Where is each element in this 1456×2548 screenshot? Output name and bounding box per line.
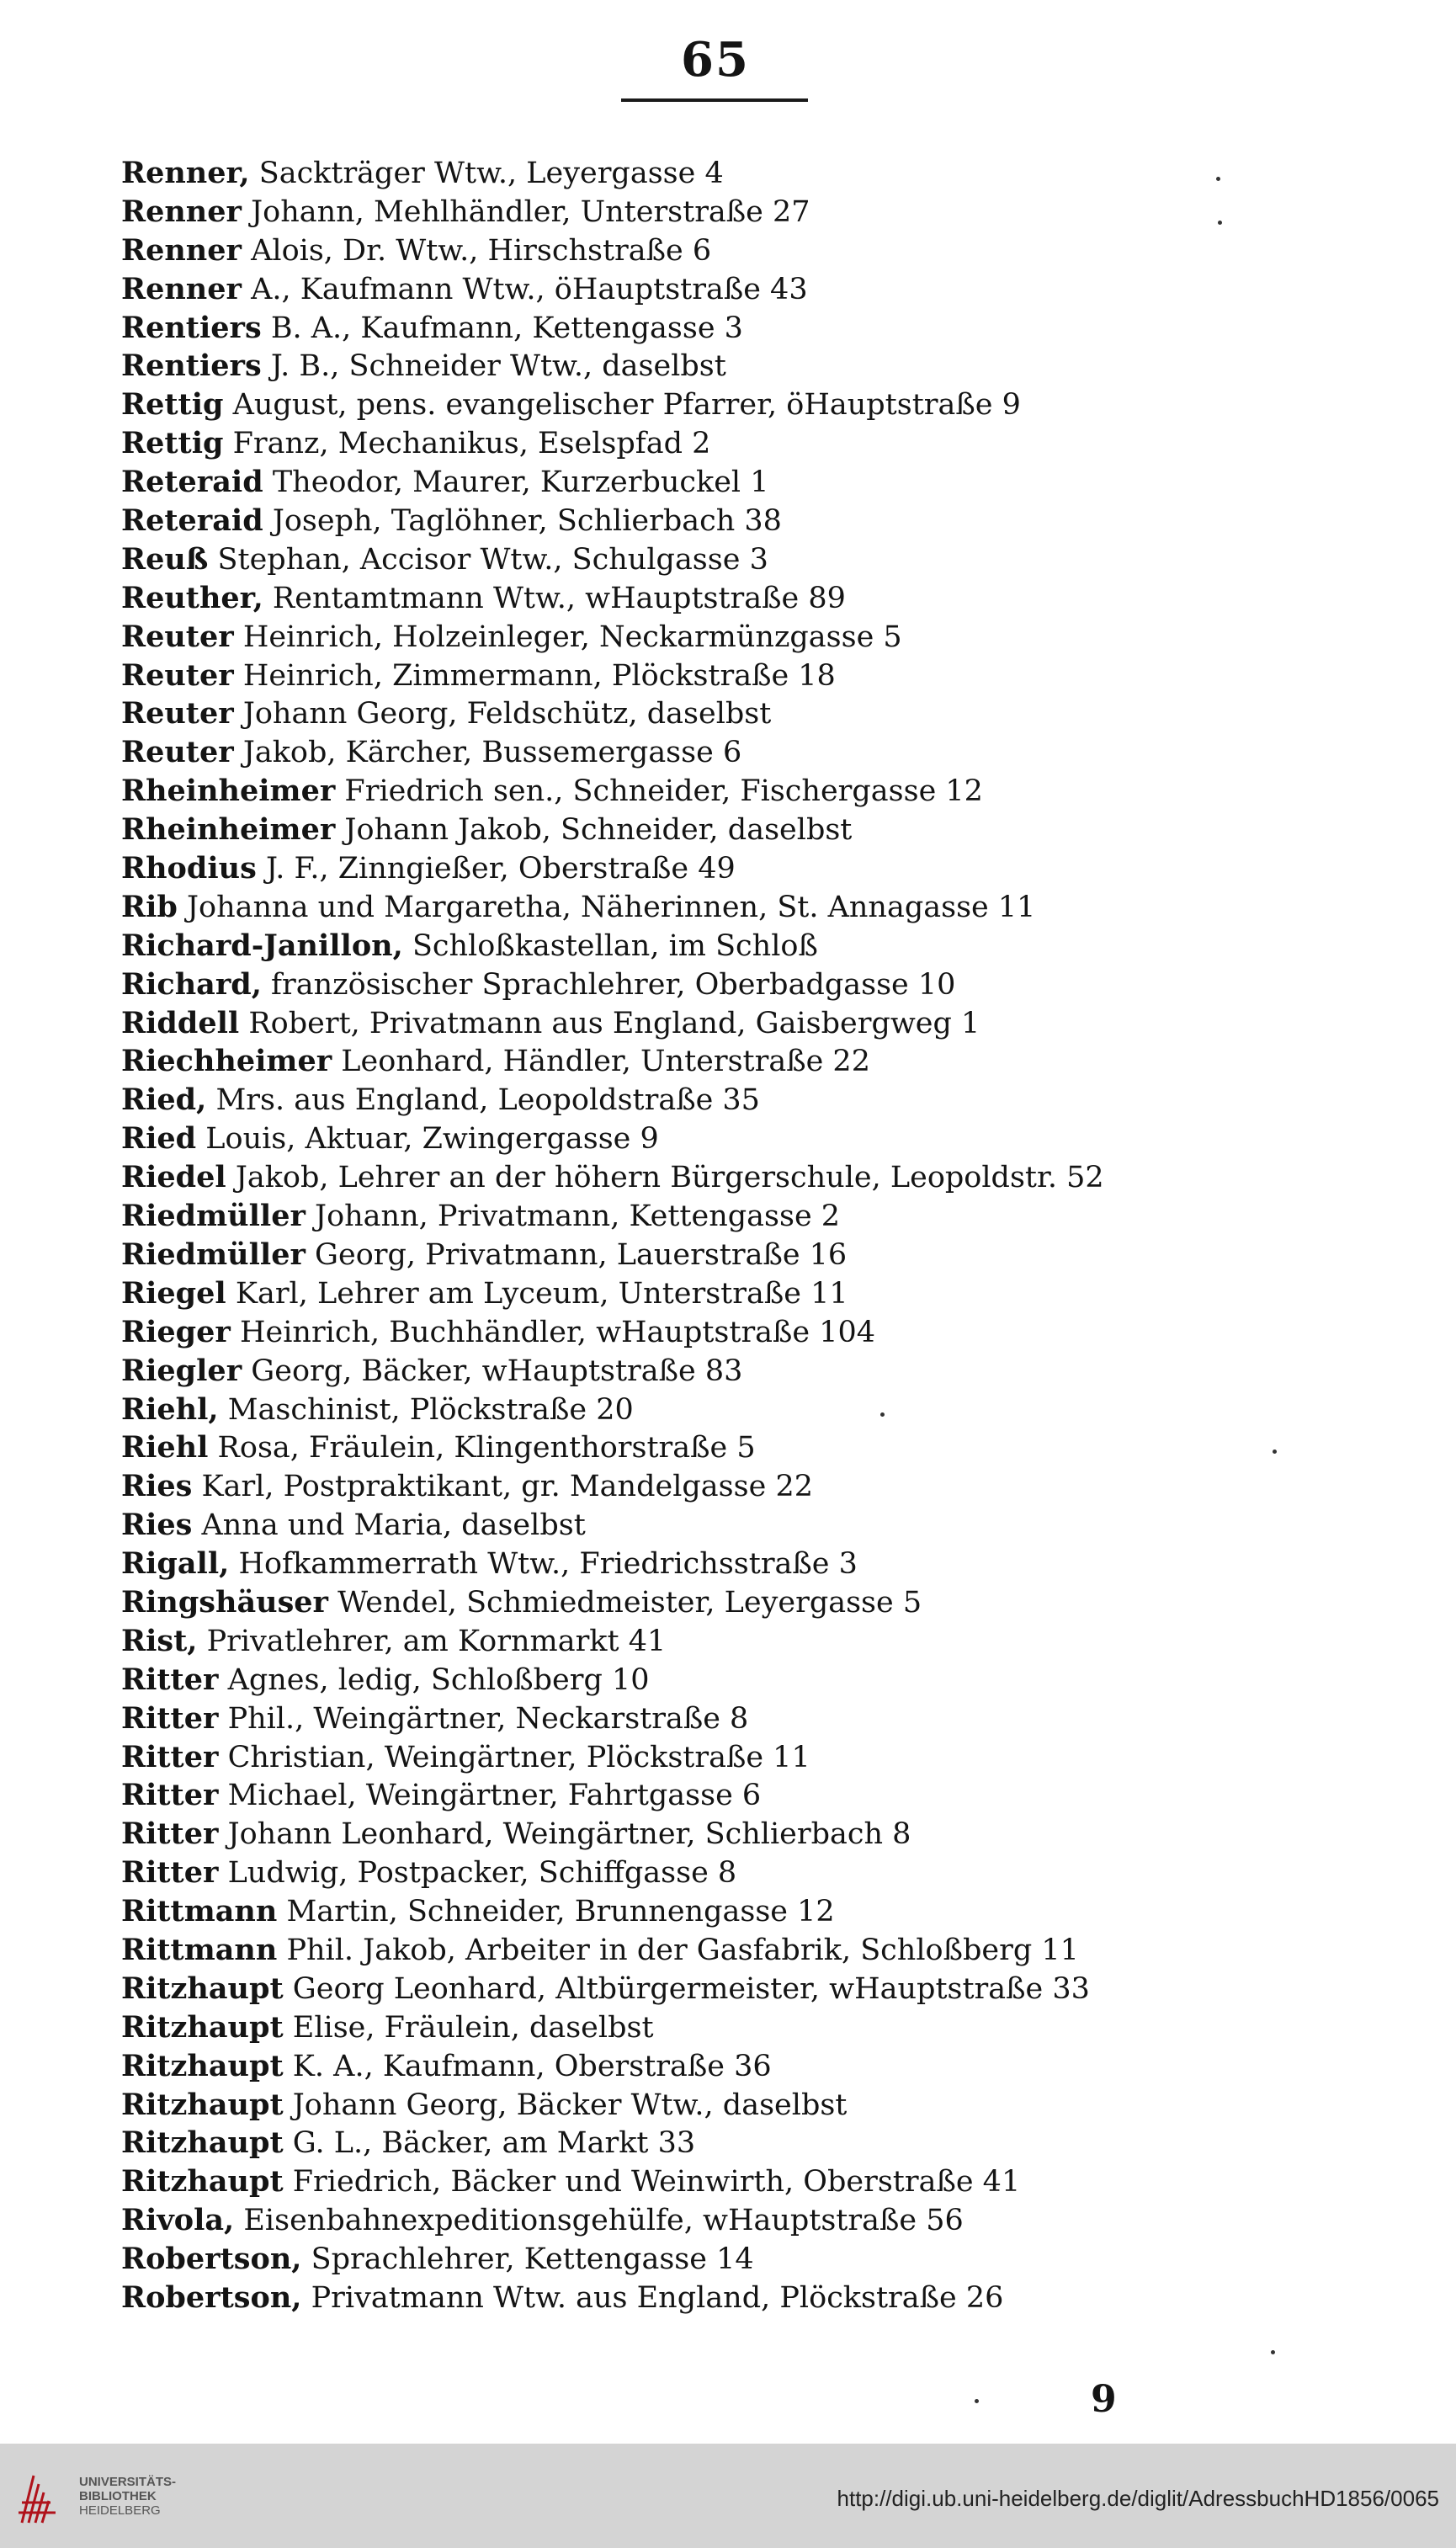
print-speck: [1216, 177, 1220, 181]
document-url-link[interactable]: http://digi.ub.uni-heidelberg.de/diglit/AdressbuchHD1856/0065: [837, 2486, 1439, 2511]
entry-details: Phil., Weingärtner, Neckarstraße 8: [218, 1701, 749, 1736]
entry-details: Johann Jakob, Schneider, daselbst: [335, 813, 853, 848]
entry-details: Eisenbahnexpeditionsgehülfe, wHauptstraße 56: [234, 2204, 964, 2238]
entry-details: Friedrich sen., Schneider, Fischergasse 12: [335, 774, 983, 809]
directory-entry: [121, 1428, 1104, 1467]
entry-details: Johann, Privatmann, Kettengasse 2: [305, 1200, 841, 1234]
entry-details: Hofkammerrath Wtw., Friedrichsstraße 3: [229, 1547, 858, 1582]
directory-entry: [121, 540, 1104, 579]
directory-entry: [121, 657, 1104, 695]
entry-surname: Ritzhaupt: [121, 2048, 284, 2083]
directory-entry: [121, 965, 1104, 1004]
entry-details: J. B., Schneider Wtw., daselbst: [261, 349, 726, 384]
entry-details: Johann, Mehlhändler, Unterstraße 27: [241, 194, 810, 229]
entry-details: Heinrich, Zimmermann, Plöckstraße 18: [233, 658, 836, 693]
directory-entry: [121, 1236, 1104, 1274]
entry-details: Alois, Dr. Wtw., Hirschstraße 6: [241, 233, 712, 268]
directory-entry: [121, 347, 1104, 386]
directory-entry: [121, 1274, 1104, 1313]
entry-details: Friedrich, Bäcker und Weinwirth, Oberstraße 41: [283, 2165, 1021, 2200]
entry-surname: Rib: [121, 889, 178, 924]
entry-surname: Riechheimer: [121, 1044, 332, 1079]
entry-surname: Rittmann: [121, 1932, 278, 1967]
entry-surname: Rheinheimer: [121, 774, 336, 809]
entry-details: Maschinist, Plöckstraße 20: [218, 1392, 634, 1427]
entry-details: Georg, Bäcker, wHauptstraße 83: [242, 1354, 743, 1388]
entry-surname: Reuter: [121, 619, 234, 654]
entry-details: K. A., Kaufmann, Oberstraße 36: [283, 2049, 772, 2083]
entry-details: Anna und Maria, daselbst: [192, 1508, 586, 1543]
entry-surname: Rivola,: [121, 2203, 235, 2238]
print-speck: [1218, 221, 1222, 225]
print-speck: [880, 1412, 885, 1417]
directory-entry: [121, 1700, 1104, 1738]
entry-details: Michael, Weingärtner, Fahrtgasse 6: [218, 1779, 762, 1813]
directory-entry: [121, 1815, 1104, 1854]
directory-entry: [121, 1970, 1104, 2008]
printer-signature-mark: 9: [1091, 2378, 1117, 2421]
entry-details: französischer Sprachlehrer, Oberbadgasse 10: [261, 967, 956, 1002]
entry-details: Mrs. aus England, Leopoldstraße 35: [206, 1083, 760, 1118]
entry-surname: Riedel: [121, 1160, 226, 1195]
entry-surname: Riegler: [121, 1353, 242, 1388]
directory-entry: [121, 1776, 1104, 1815]
viewer-footer-bar: [0, 2444, 1456, 2548]
entry-surname: Rentiers: [121, 348, 262, 384]
page-number-rule: [621, 98, 808, 102]
directory-entry: [121, 579, 1104, 618]
directory-entry: [121, 1931, 1104, 1970]
directory-entry: [121, 309, 1104, 348]
directory-entry: [121, 772, 1104, 811]
directory-entry: [121, 618, 1104, 657]
entry-details: Privatmann Wtw. aus England, Plöckstraße 26: [301, 2280, 1004, 2315]
entry-details: Martin, Schneider, Brunnengasse 12: [277, 1895, 835, 1929]
entry-surname: Rettig: [121, 387, 224, 423]
entry-details: Elise, Fräulein, daselbst: [283, 2010, 654, 2045]
directory-entry: [121, 1467, 1104, 1506]
directory-entry: [121, 1892, 1104, 1931]
directory-entry: [121, 1081, 1104, 1120]
entry-surname: Reuß: [121, 541, 209, 577]
entry-surname: Rittmann: [121, 1894, 278, 1929]
entry-details: Johann Leonhard, Weingärtner, Schlierbach 8: [218, 1817, 911, 1852]
entry-surname: Renner: [121, 232, 242, 268]
directory-entry: [121, 424, 1104, 463]
entry-surname: Ritter: [121, 1817, 219, 1852]
entry-details: Christian, Weingärtner, Plöckstraße 11: [218, 1740, 810, 1774]
directory-entry: [121, 1352, 1104, 1391]
entry-details: Wendel, Schmiedmeister, Leyergasse 5: [328, 1585, 922, 1620]
entry-surname: Riddell: [121, 1005, 240, 1040]
entry-surname: Ritzhaupt: [121, 2125, 284, 2161]
entry-surname: Ried: [121, 1121, 197, 1157]
directory-entry: [121, 2124, 1104, 2162]
directory-entry: [121, 888, 1104, 927]
logo-line-2: BIBLIOTHEK: [79, 2489, 157, 2503]
library-logo[interactable]: [15, 2469, 183, 2528]
entry-surname: Reuter: [121, 657, 234, 693]
entry-surname: Rettig: [121, 426, 224, 461]
directory-entry: [121, 463, 1104, 502]
directory-entry: [121, 1158, 1104, 1197]
entry-details: Sackträger Wtw., Leyergasse 4: [249, 157, 724, 190]
entry-details: Georg, Privatmann, Lauerstraße 16: [305, 1237, 848, 1272]
directory-entry: [121, 1661, 1104, 1700]
directory-entry: [121, 694, 1104, 733]
entry-details: Joseph, Taglöhner, Schlierbach 38: [263, 504, 782, 539]
entry-surname: Ritzhaupt: [121, 2009, 284, 2045]
directory-entry-list: [121, 154, 1104, 2317]
entry-surname: Reteraid: [121, 465, 263, 500]
entry-surname: Ried,: [121, 1083, 207, 1118]
entry-details: Karl, Postpraktikant, gr. Mandelgasse 22: [192, 1470, 813, 1504]
entry-surname: Rieger: [121, 1314, 231, 1349]
directory-entry: [121, 1738, 1104, 1777]
directory-entry: [121, 1197, 1104, 1236]
entry-details: Georg Leonhard, Altbürgermeister, wHauptstraße 33: [283, 1971, 1090, 2006]
entry-details: Rentamtmann Wtw., wHauptstraße 89: [263, 581, 846, 615]
directory-entry: [121, 231, 1104, 270]
entry-details: Karl, Lehrer am Lyceum, Unterstraße 11: [226, 1276, 848, 1311]
directory-entry: [121, 2279, 1104, 2317]
directory-entry: [121, 927, 1104, 965]
entry-details: B. A., Kaufmann, Kettengasse 3: [261, 311, 743, 345]
entry-surname: Ries: [121, 1508, 193, 1543]
entry-surname: Ritter: [121, 1778, 219, 1813]
entry-details: Schloßkastellan, im Schloß: [402, 928, 818, 963]
entry-surname: Rheinheimer: [121, 812, 336, 848]
directory-entry: [121, 1622, 1104, 1661]
entry-surname: Ritzhaupt: [121, 2087, 284, 2122]
directory-entry: [121, 2162, 1104, 2201]
entry-surname: Ritter: [121, 1662, 219, 1697]
print-speck: [1273, 1450, 1277, 1454]
entry-surname: Reuther,: [121, 580, 263, 615]
directory-entry: [121, 1545, 1104, 1583]
entry-details: August, pens. evangelischer Pfarrer, öHauptstraße 9: [223, 388, 1021, 423]
directory-entry: [121, 2201, 1104, 2240]
entry-surname: Riehl,: [121, 1391, 219, 1427]
entry-details: Franz, Mechanikus, Eselspfad 2: [223, 427, 711, 461]
entry-surname: Rhodius: [121, 851, 257, 886]
entry-details: Robert, Privatmann aus England, Gaisbergweg 1: [239, 1006, 980, 1040]
entry-details: Johann Georg, Bäcker Wtw., daselbst: [283, 2088, 848, 2122]
entry-surname: Ringshäuser: [121, 1584, 328, 1620]
directory-entry: [121, 154, 1104, 193]
entry-details: Stephan, Accisor Wtw., Schulgasse 3: [208, 542, 768, 577]
entry-details: Phil. Jakob, Arbeiter in der Gasfabrik, Schloßberg 11: [277, 1933, 1079, 1967]
directory-entry: [121, 811, 1104, 849]
entry-details: Heinrich, Buchhändler, wHauptstraße 104: [230, 1315, 876, 1349]
entry-surname: Renner: [121, 271, 242, 306]
entry-surname: Ritter: [121, 1700, 219, 1736]
entry-surname: Renner,: [121, 156, 250, 190]
entry-surname: Renner: [121, 194, 242, 229]
entry-surname: Rentiers: [121, 310, 262, 345]
directory-entry: [121, 502, 1104, 540]
entry-surname: Richard-Janillon,: [121, 928, 403, 963]
library-logo-text: [79, 2475, 176, 2518]
directory-entry: [121, 849, 1104, 888]
directory-entry: [121, 1506, 1104, 1545]
entry-details: Louis, Aktuar, Zwingergasse 9: [196, 1122, 659, 1157]
entry-details: Jakob, Kärcher, Bussemergasse 6: [233, 736, 742, 770]
entry-details: Jakob, Lehrer an der höhern Bürgerschule, Leopoldstr. 52: [226, 1161, 1104, 1195]
entry-surname: Riedmüller: [121, 1199, 306, 1234]
entry-surname: Rist,: [121, 1623, 198, 1658]
entry-details: A., Kaufmann Wtw., öHauptstraße 43: [241, 272, 808, 306]
directory-entry: [121, 1583, 1104, 1622]
entry-surname: Robertson,: [121, 2242, 302, 2277]
directory-entry: [121, 2240, 1104, 2279]
entry-details: J. F., Zinngießer, Oberstraße 49: [256, 852, 736, 886]
print-speck: [975, 2399, 979, 2403]
entry-surname: Robertson,: [121, 2279, 302, 2315]
entry-surname: Ritter: [121, 1855, 219, 1891]
entry-surname: Richard,: [121, 966, 262, 1002]
directory-entry: [121, 193, 1104, 231]
entry-details: Leonhard, Händler, Unterstraße 22: [332, 1045, 870, 1079]
entry-details: Agnes, ledig, Schloßberg 10: [218, 1662, 650, 1697]
directory-entry: [121, 2008, 1104, 2047]
entry-surname: Ritzhaupt: [121, 1971, 284, 2006]
entry-surname: Reuter: [121, 696, 234, 731]
entry-surname: Riehl: [121, 1430, 209, 1465]
entry-surname: Rigall,: [121, 1546, 230, 1582]
directory-entry: [121, 1120, 1104, 1158]
entry-details: Heinrich, Holzeinleger, Neckarmünzgasse 5: [233, 620, 902, 654]
entry-details: Theodor, Maurer, Kurzerbuckel 1: [263, 465, 769, 500]
entry-details: Rosa, Fräulein, Klingenthorstraße 5: [208, 1431, 756, 1465]
directory-entry: [121, 733, 1104, 772]
entry-surname: Reteraid: [121, 503, 263, 539]
directory-entry: [121, 1313, 1104, 1352]
entry-surname: Ritter: [121, 1739, 219, 1774]
library-logo-icon: [15, 2469, 66, 2528]
logo-line-3: HEIDELBERG: [79, 2503, 161, 2518]
directory-entry: [121, 2086, 1104, 2125]
entry-surname: Riegel: [121, 1275, 226, 1311]
directory-entry: [121, 1854, 1104, 1892]
entry-details: G. L., Bäcker, am Markt 33: [283, 2126, 696, 2161]
logo-line-1: UNIVERSITÄTS-: [79, 2475, 177, 2489]
entry-surname: Reuter: [121, 735, 234, 770]
entry-details: Privatlehrer, am Kornmarkt 41: [197, 1624, 667, 1658]
entry-surname: Ries: [121, 1469, 193, 1504]
page-number: 65: [681, 32, 750, 88]
directory-entry: [121, 1391, 1104, 1429]
directory-entry: [121, 1004, 1104, 1043]
entry-details: Sprachlehrer, Kettengasse 14: [301, 2242, 754, 2277]
entry-surname: Ritzhaupt: [121, 2164, 284, 2200]
entry-details: Ludwig, Postpacker, Schiffgasse 8: [218, 1856, 737, 1891]
directory-entry: [121, 2047, 1104, 2086]
directory-entry: [121, 1042, 1104, 1081]
directory-entry: [121, 386, 1104, 424]
directory-entry: [121, 270, 1104, 309]
entry-surname: Riedmüller: [121, 1237, 306, 1272]
entry-details: Johann Georg, Feldschütz, daselbst: [233, 697, 772, 731]
print-speck: [1271, 2350, 1275, 2354]
entry-details: Johanna und Margaretha, Näherinnen, St. Annagasse 11: [177, 890, 1036, 924]
